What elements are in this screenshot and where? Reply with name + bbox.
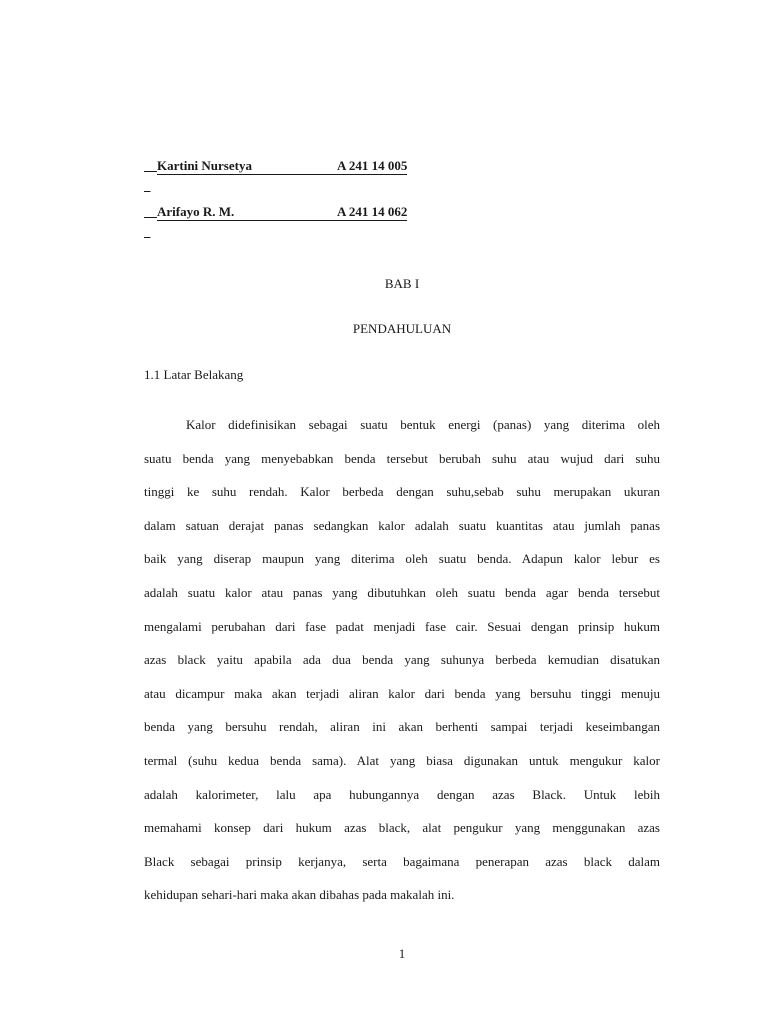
paragraph-line: adalah kalorimeter, lalu apa hubungannya dengan azas Black. Untuk lebih <box>144 786 660 802</box>
author-name: Kartini Nursetya <box>157 158 252 173</box>
author-id: A 241 14 062 <box>337 204 408 219</box>
section-title: 1.1 Latar Belakang <box>144 367 244 382</box>
paragraph-line: Black sebagai prinsip kerjanya, serta bagaimana penerapan azas black dalam <box>144 853 660 869</box>
paragraph-line: suatu benda yang menyebabkan benda tersebut berubah suhu atau wujud dari suhu <box>144 450 660 466</box>
paragraph-line: memahami konsep dari hukum azas black, alat pengukur yang menggunakan azas <box>144 820 660 836</box>
author-id: A 241 14 005 <box>337 158 408 173</box>
body-paragraph <box>144 408 660 912</box>
paragraph-line: baik yang diserap maupun yang diterima oleh suatu benda. Adapun kalor lebur es <box>144 551 660 567</box>
paragraph-line: atau dicampur maka akan terjadi aliran kalor dari benda yang bersuhu tinggi menuju <box>144 685 660 701</box>
author-row-2 <box>144 182 444 219</box>
paragraph-line: Kalor didefinisikan sebagai suatu bentuk energi (panas) yang diterima oleh <box>186 417 660 432</box>
paragraph-line: termal (suhu kedua benda sama). Alat yang biasa digunakan untuk mengukur kalor <box>144 752 660 768</box>
paragraph-line: benda yang bersuhu rendah, aliran ini akan berhenti sampai terjadi keseimbangan <box>144 719 660 735</box>
author-underline-1 <box>157 158 407 175</box>
paragraph-line: kehidupan sehari-hari maka akan dibahas pada makalah ini. <box>144 887 455 903</box>
paragraph-line: mengalami perubahan dari fase padat menjadi fase cair. Sesuai dengan prinsip hukum <box>144 618 660 634</box>
paragraph-line: dalam satuan derajat panas sedangkan kalor adalah suatu kuantitas atau jumlah panas <box>144 517 660 533</box>
author-name: Arifayo R. M. <box>157 204 235 219</box>
author-row-1 <box>144 136 444 173</box>
paragraph-line: adalah suatu kalor atau panas yang dibutuhkan oleh suatu benda agar benda tersebut <box>144 584 660 600</box>
page-number: 1 <box>398 946 406 961</box>
paragraph-line: azas black yaitu apabila ada dua benda yang suhunya berbeda kemudian disatukan <box>144 652 660 668</box>
chapter-label: BAB I <box>384 276 420 291</box>
author-underline-2 <box>157 204 407 221</box>
chapter-title: PENDAHULUAN <box>352 321 452 336</box>
paragraph-line: tinggi ke suhu rendah. Kalor berbeda dengan suhu,sebab suhu merupakan ukuran <box>144 484 660 500</box>
